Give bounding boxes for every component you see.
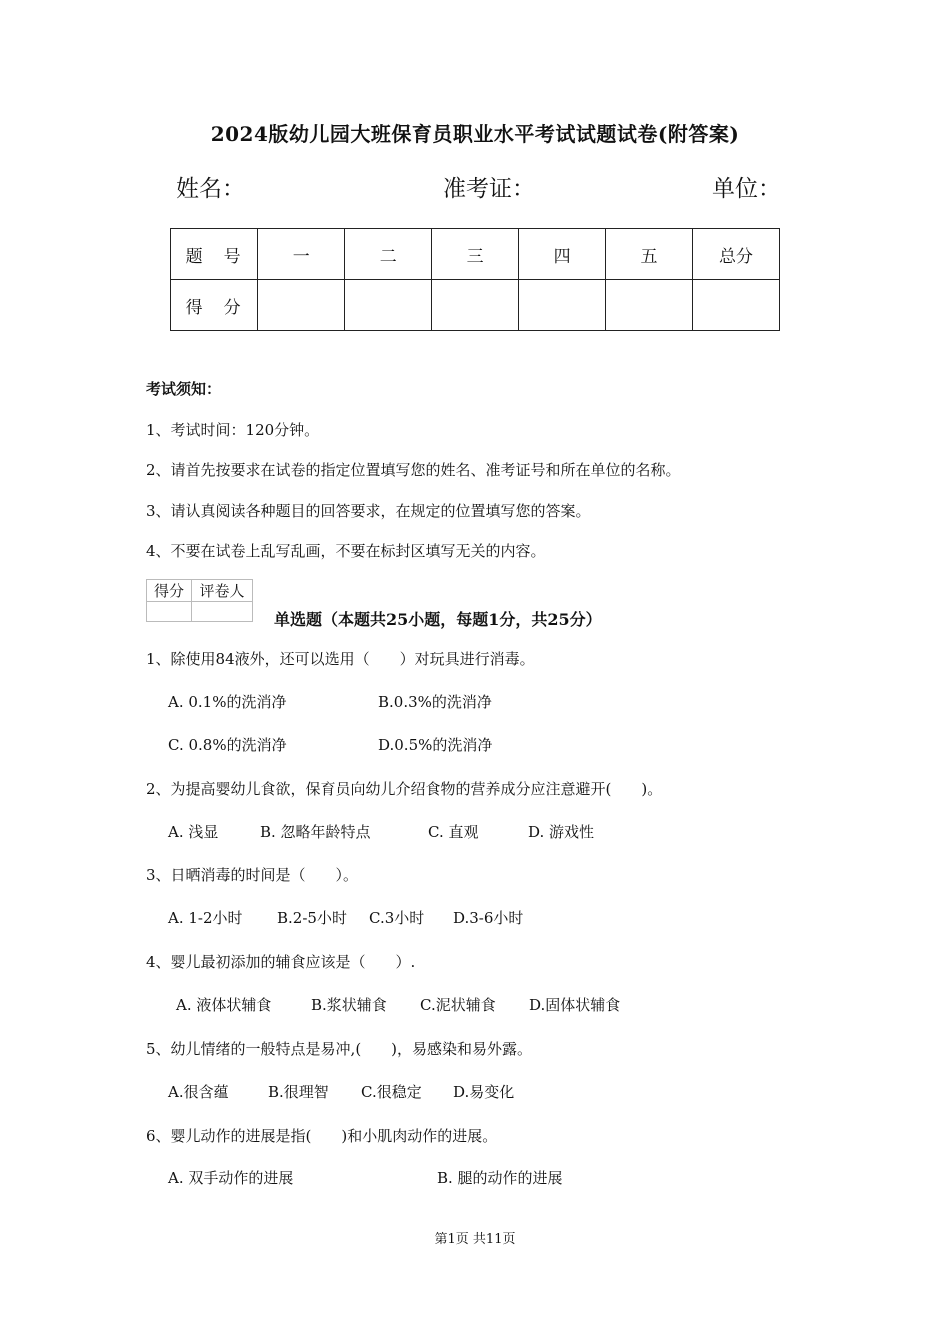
question-stem: 1、除使用84液外，还可以选用（ ）对玩具进行消毒。 [146, 650, 535, 668]
option-d: D. 游戏性 [528, 823, 595, 841]
score-cell[interactable] [258, 280, 345, 331]
option-b: B.2-5小时 [277, 909, 347, 927]
column-header: 二 [345, 229, 432, 280]
option-b: B.浆状辅食 [311, 996, 387, 1014]
option-b: B.很理智 [268, 1083, 329, 1101]
question-number-label: 题 号 [171, 229, 258, 280]
unit-label: 单位： [712, 176, 781, 202]
notice-item: 4、不要在试卷上乱写乱画，不要在标封区填写无关的内容。 [146, 542, 546, 560]
question-stem: 5、幼儿情绪的一般特点是易冲,( )，易感染和易外露。 [146, 1040, 533, 1058]
score-table [170, 228, 780, 331]
score-table-header-row [171, 229, 780, 280]
notice-title: 考试须知： [146, 380, 222, 398]
exam-id-label: 准考证： [443, 176, 535, 202]
grader-box [146, 579, 253, 622]
option-b: B.0.3%的洗消净 [378, 693, 492, 711]
option-c: C.3小时 [369, 909, 425, 927]
score-cell[interactable] [345, 280, 432, 331]
score-label: 得 分 [171, 280, 258, 331]
question-stem: 3、日晒消毒的时间是（ ）。 [146, 866, 359, 884]
option-a: A. 液体状辅食 [176, 996, 272, 1014]
question-stem: 4、婴儿最初添加的辅食应该是（ ）. [146, 953, 416, 971]
score-table-score-row [171, 280, 780, 331]
grader-score-label: 得分 [147, 580, 192, 602]
option-a: A. 0.1%的洗消净 [168, 693, 287, 711]
question-stem: 6、婴儿动作的进展是指( )和小肌肉动作的进展。 [146, 1127, 498, 1145]
option-c: C.很稳定 [361, 1083, 422, 1101]
column-header: 总分 [693, 229, 780, 280]
score-cell[interactable] [693, 280, 780, 331]
page-number: 第1页 共11页 [434, 1232, 516, 1247]
page-title: 2024版幼儿园大班保育员职业水平考试试题试卷(附答案) [210, 122, 740, 146]
score-cell[interactable] [606, 280, 693, 331]
option-d: D.3-6小时 [453, 909, 524, 927]
grader-name-cell[interactable] [192, 602, 253, 622]
column-header: 四 [519, 229, 606, 280]
option-a: A. 1-2小时 [168, 909, 243, 927]
notice-item: 1、考试时间：120分钟。 [146, 421, 320, 439]
notice-item: 2、请首先按要求在试卷的指定位置填写您的姓名、准考证号和所在单位的名称。 [146, 461, 681, 479]
column-header: 三 [432, 229, 519, 280]
option-d: D.易变化 [453, 1083, 515, 1101]
option-c: C. 直观 [428, 823, 479, 841]
option-d: D.0.5%的洗消净 [378, 736, 493, 754]
score-cell[interactable] [432, 280, 519, 331]
question-stem: 2、为提高婴幼儿食欲，保育员向幼儿介绍食物的营养成分应注意避开( )。 [146, 780, 663, 798]
section-title: 单选题（本题共25小题，每题1分，共25分） [274, 610, 602, 629]
option-c: C. 0.8%的洗消净 [168, 736, 287, 754]
option-c: C.泥状辅食 [420, 996, 496, 1014]
option-a: A. 双手动作的进展 [168, 1169, 294, 1187]
option-a: A. 浅显 [168, 823, 219, 841]
grader-name-label: 评卷人 [192, 580, 253, 602]
option-b: B. 忽略年龄特点 [260, 823, 371, 841]
grader-score-cell[interactable] [147, 602, 192, 622]
option-a: A.很含蕴 [168, 1083, 229, 1101]
column-header: 一 [258, 229, 345, 280]
column-header: 五 [606, 229, 693, 280]
score-cell[interactable] [519, 280, 606, 331]
option-d: D.固体状辅食 [529, 996, 621, 1014]
option-b: B. 腿的动作的进展 [437, 1169, 563, 1187]
notice-item: 3、请认真阅读各种题目的回答要求，在规定的位置填写您的答案。 [146, 502, 591, 520]
name-label: 姓名： [176, 176, 245, 202]
